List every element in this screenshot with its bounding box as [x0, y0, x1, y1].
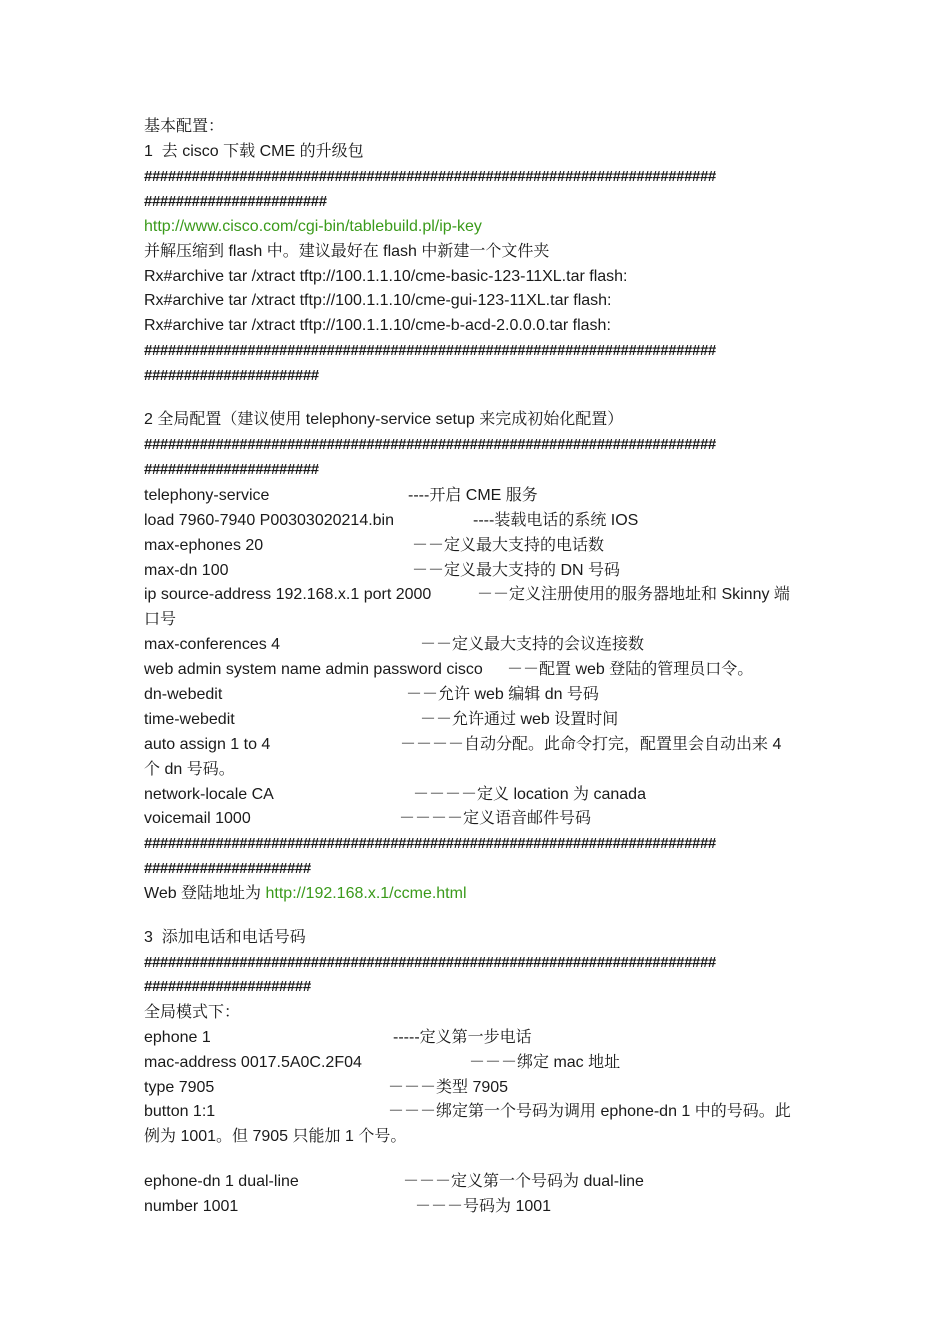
config-command: max-dn 100	[144, 562, 229, 579]
ephone-comment: －－－绑定第一个号码为调用 ephone-dn 1 中的号码。此	[388, 1103, 791, 1120]
ephone-command: ephone 1	[144, 1029, 211, 1046]
config-command: web admin system name admin password cisco	[144, 661, 483, 678]
section-1-heading: 1 去 cisco 下载 CME 的升级包	[144, 143, 364, 160]
ephone-dn-command: ephone-dn 1 dual-line	[144, 1173, 299, 1190]
section-3-heading: 3 添加电话和电话号码	[144, 929, 306, 946]
config-command: network-locale CA	[144, 786, 274, 803]
hash-divider: ########################################################################	[144, 168, 716, 185]
ephone-dn-command: number 1001	[144, 1198, 239, 1215]
doc-title: 基本配置：	[144, 118, 225, 135]
config-command: time-webedit	[144, 711, 235, 728]
archive-command-2: Rx#archive tar /xtract tftp://100.1.1.10/cme-gui-123-11XL.tar flash:	[144, 292, 612, 309]
archive-command-1: Rx#archive tar /xtract tftp://100.1.1.10/cme-basic-123-11XL.tar flash:	[144, 268, 628, 285]
hash-divider: #####################	[144, 978, 311, 995]
hash-divider: ########################################################################	[144, 954, 716, 971]
config-command: dn-webedit	[144, 686, 223, 703]
section-2-heading: 2 全局配置（建议使用 telephony-service setup 来完成初始化配置）	[144, 411, 624, 428]
config-comment: －－－－定义 location 为 canada	[413, 786, 646, 803]
config-command-wrap: 个 dn 号码。	[144, 761, 235, 778]
hash-divider: ######################	[144, 461, 319, 478]
config-command: load 7960-7940 P00303020214.bin	[144, 512, 395, 529]
archive-command-3: Rx#archive tar /xtract tftp://100.1.1.10/cme-b-acd-2.0.0.0.tar flash:	[144, 317, 611, 334]
config-comment: －－定义最大支持的电话数	[412, 537, 605, 554]
config-comment: －－－－定义语音邮件号码	[399, 810, 592, 827]
web-login-line	[144, 884, 467, 904]
config-command: ip source-address 192.168.x.1 port 2000	[144, 586, 432, 603]
config-command: voicemail 1000	[144, 810, 251, 827]
hash-divider: ######################	[144, 367, 319, 384]
config-command: auto assign 1 to 4	[144, 736, 271, 753]
config-comment: －－允许 web 编辑 dn 号码	[406, 686, 599, 703]
hash-divider: ########################################################################	[144, 342, 716, 359]
config-comment: ----装载电话的系统 IOS	[473, 512, 639, 529]
global-mode-label: 全局模式下：	[144, 1004, 241, 1021]
web-login-label: Web 登陆地址为	[144, 885, 266, 902]
hash-divider: ########################################################################	[144, 436, 716, 453]
extract-note: 并解压缩到 flash 中。建议最好在 flash 中新建一个文件夹	[144, 243, 550, 260]
config-comment: －－－－自动分配。此命令打完，配置里会自动出来 4	[400, 736, 782, 753]
config-comment: －－允许通过 web 设置时间	[420, 711, 619, 728]
config-comment: －－配置 web 登陆的管理员口令。	[507, 661, 754, 678]
download-link[interactable]: http://www.cisco.com/cgi-bin/tablebuild.pl/ip-key	[144, 218, 482, 235]
config-command-wrap: 口号	[144, 611, 177, 628]
config-comment: ----开启 CME 服务	[408, 487, 538, 504]
config-comment: －－定义最大支持的 DN 号码	[412, 562, 621, 579]
config-command: max-conferences 4	[144, 636, 281, 653]
ephone-dn-comment: －－－号码为 1001	[415, 1198, 552, 1215]
ephone-comment: -----定义第一步电话	[393, 1029, 532, 1046]
ephone-comment: －－－类型 7905	[388, 1079, 509, 1096]
ephone-command: button 1:1	[144, 1103, 216, 1120]
config-command: max-ephones 20	[144, 537, 264, 554]
ephone-command: type 7905	[144, 1079, 215, 1096]
hash-divider: #####################	[144, 860, 311, 877]
hash-divider: ########################################################################	[144, 835, 716, 852]
ephone-comment: －－－绑定 mac 地址	[469, 1054, 621, 1071]
ephone-command-wrap: 例为 1001。但 7905 只能加 1 个号。	[144, 1128, 407, 1145]
ephone-dn-comment: －－－定义第一个号码为 dual-line	[403, 1173, 644, 1190]
config-comment: －－定义注册使用的服务器地址和 Skinny 端	[477, 586, 790, 603]
config-comment: －－定义最大支持的会议连接数	[420, 636, 645, 653]
ephone-command: mac-address 0017.5A0C.2F04	[144, 1054, 362, 1071]
web-login-link[interactable]: http://192.168.x.1/ccme.html	[265, 885, 467, 902]
hash-divider: #######################	[144, 193, 327, 210]
config-command: telephony-service	[144, 487, 270, 504]
